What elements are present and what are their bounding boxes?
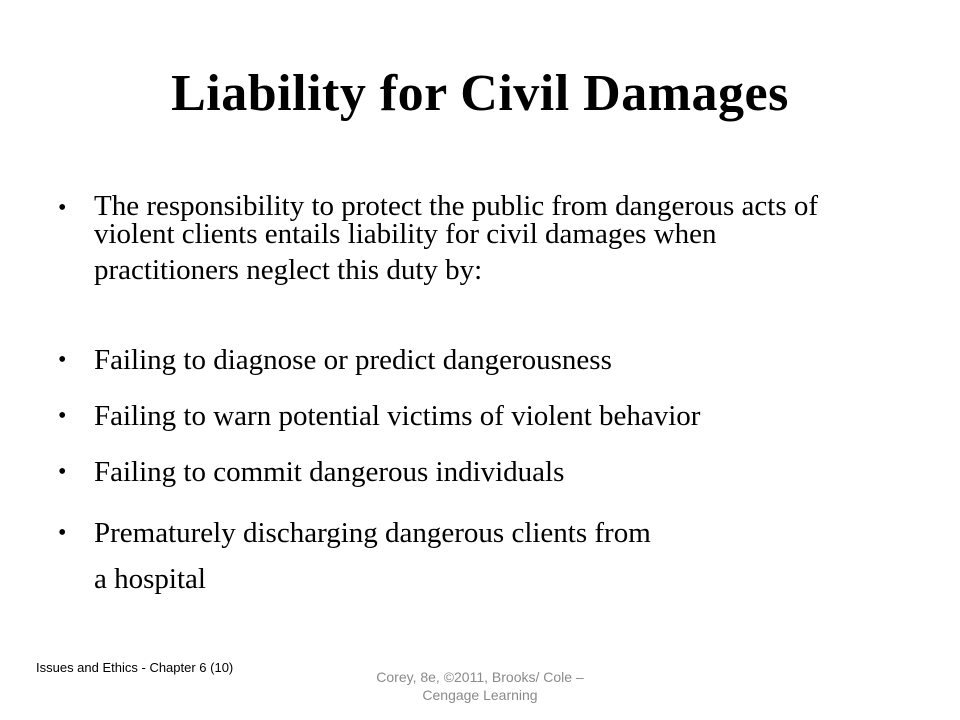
bullet-icon: •	[58, 403, 67, 429]
bullet-text	[94, 517, 914, 595]
bullet-text	[94, 192, 914, 284]
bullet-icon: •	[58, 459, 67, 485]
bullet-line: a hospital	[94, 563, 206, 595]
bullet-line: The responsibility to protect the public from dangerous acts of	[94, 190, 819, 222]
bullet-line: violent clients entails liability for civil damages when	[94, 218, 717, 250]
bullet-icon: •	[58, 520, 67, 546]
footer-chapter-label: Issues and Ethics - Chapter 6 (10)	[36, 660, 234, 675]
footer-copyright: Corey, 8e, ©2011, Brooks/ Cole – Cengage Learning	[376, 669, 584, 703]
bullet-text: Failing to commit dangerous individuals	[94, 456, 565, 488]
bullet-line: Prematurely discharging dangerous clients from	[94, 517, 651, 549]
bullet-text: Failing to warn potential victims of violent behavior	[94, 400, 701, 432]
bullet-icon: •	[58, 347, 67, 373]
bullet-icon: •	[58, 195, 67, 221]
bullet-text: Failing to diagnose or predict dangerousness	[94, 344, 612, 376]
slide-title: Liability for Civil Damages	[171, 65, 789, 122]
bullet-line: practitioners neglect this duty by:	[94, 254, 483, 286]
